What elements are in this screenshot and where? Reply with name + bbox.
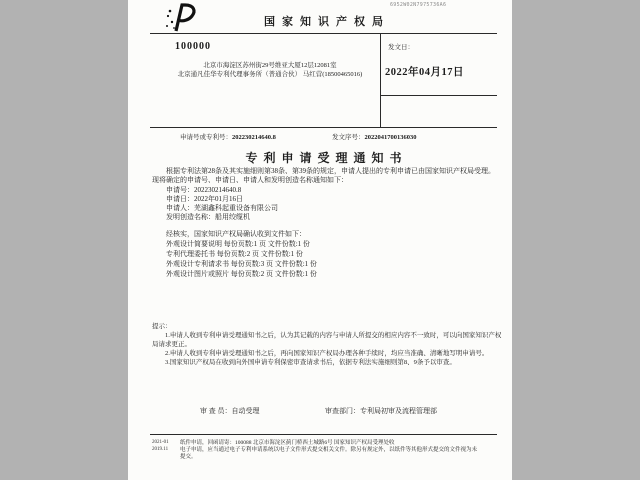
- footer-efiling-line: 电子申请，应当通过电子专利申请系统以电子文件形式提交相关文件。除另有规定外，以纸件等其他形式提交的文件视为未提交。: [180, 446, 478, 460]
- body-paragraphs: [152, 167, 499, 223]
- barcode-serial: 6952W02N7975736A6: [390, 2, 447, 8]
- recipient-postcode: 100000: [175, 41, 211, 52]
- header-rule: [150, 33, 497, 34]
- dispatch-date-label: 发文日：: [388, 44, 414, 51]
- recipient-address: [164, 61, 376, 79]
- recipient-address-line2: 北京通凡佳华专利代理事务所（普通合伙） 马红营(18500465016): [177, 71, 363, 78]
- footer-rule: [150, 434, 497, 435]
- recipient-address-line1: 北京市海淀区苏州街29号维亚大厦12层12081室: [203, 62, 337, 69]
- dispatch-serial-field: [332, 132, 417, 141]
- application-date-line: 申请日：2022年01月16日: [166, 194, 243, 203]
- notes-section: [152, 322, 502, 367]
- footer-instructions: [180, 440, 480, 460]
- applicant-line: 申请人：芜湖鑫科起重设备有限公司: [166, 204, 278, 213]
- ref-row-top-rule: [150, 127, 497, 128]
- file-item: 外观设计专利请求书 每份页数:3 页 文件份数:1 份: [166, 260, 317, 268]
- agency-title: 国家知识产权局: [264, 16, 390, 28]
- header-divider: [380, 33, 381, 127]
- note-item: 3.国家知识产权局在收到向外国申请专利保密审查请求书后，依据专利法实施细则第8、9条予以审查。: [165, 359, 456, 366]
- footer-paper-line: 纸件申请，回函请寄：100088 北京市海淀区蓟门桥西土城路6号 国家知识产权局受理处收: [180, 440, 395, 446]
- application-number-value: 202230214640.8: [232, 134, 276, 141]
- application-number-label: 申请号或专利号：: [180, 134, 232, 141]
- file-item: 外观设计图片或照片 每份页数:2 页 文件份数:1 份: [166, 270, 317, 278]
- document-page: [128, 0, 512, 480]
- exam-department-field: 审查部门：专利局初审及流程管理部: [325, 407, 437, 415]
- dispatch-serial-value: 2022041700136030: [364, 134, 417, 141]
- invention-name-line: 发明创造名称：船用绞缆机: [166, 213, 250, 222]
- note-item: 1.申请人收到专利申请受理通知书之后，认为其记载的内容与申请人所提交的相应内容不一致时，可以向国家知识产权局请求更正。: [152, 332, 502, 348]
- dispatch-date-value: 2022年04月17日: [385, 67, 464, 78]
- form-code: [152, 440, 169, 454]
- body-paragraph-1: 根据专利法第28条及其实施细则第38条、第39条的规定，申请人提出的专利申请已由国家知识产权局受理。现将确定的申请号、申请日、申请人和发明创造名称通知如下：: [152, 167, 495, 185]
- file-item: 外观设计简要说明 每份页数:1 页 文件份数:1 份: [166, 240, 310, 248]
- notes-title: 提示：: [152, 323, 172, 330]
- note-item: 2.申请人收到专利申请受理通知书之后，再向国家知识产权局办理各种手续时，均应当准确、清晰地写明申请号。: [165, 350, 489, 357]
- examiner-field: 审 查 员：自动受理: [200, 407, 260, 415]
- received-files-intro: 经核实，国家知识产权局确认收到文件如下：: [166, 230, 306, 238]
- file-item: 专利代理委托书 每份页数:2 页 文件份数:1 份: [166, 250, 303, 258]
- form-code-line1: 2021-01: [152, 440, 169, 445]
- form-code-line2: 2019.11: [152, 446, 169, 452]
- dispatch-serial-label: 发文序号：: [332, 134, 365, 141]
- dispatch-box-bottom-rule: [380, 95, 497, 96]
- application-number-line: 申请号：202230214640.8: [166, 185, 242, 194]
- document-title: 专利申请受理通知书: [245, 151, 408, 165]
- application-number-field: [180, 132, 276, 141]
- received-files-section: [152, 229, 499, 279]
